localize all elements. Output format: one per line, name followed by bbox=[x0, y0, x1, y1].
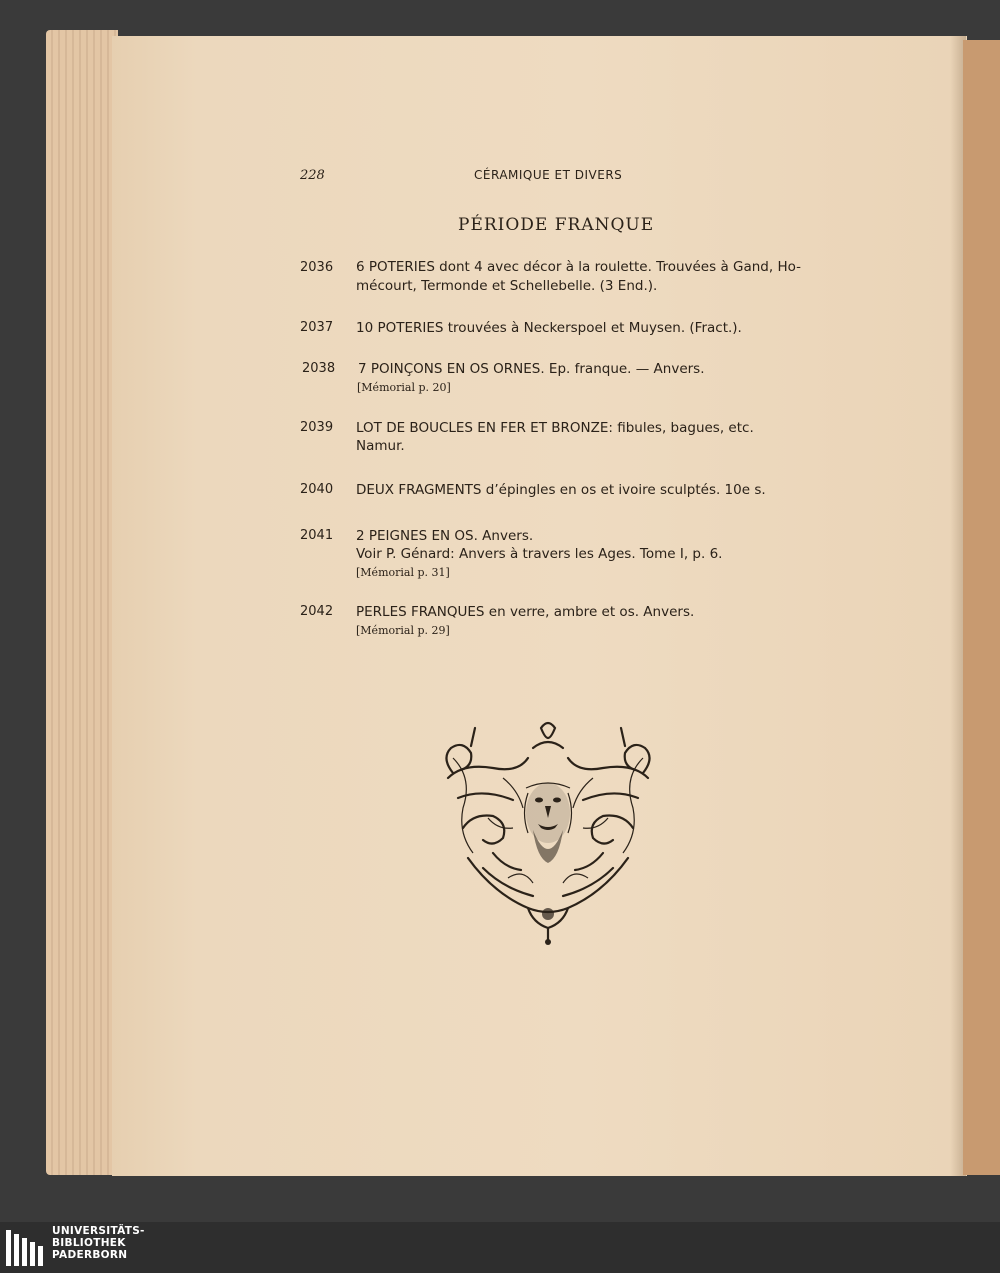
running-head: CÉRAMIQUE ET DIVERS bbox=[474, 168, 623, 182]
library-footer bbox=[0, 1222, 1000, 1273]
lot-description-line: LOT DE BOUCLES EN FER ET BRONZE: fibules, bagues, etc. bbox=[356, 420, 754, 436]
page-edges bbox=[46, 30, 118, 1175]
lot-description-line: DEUX FRAGMENTS d’épingles en os et ivoire sculptés. 10e s. bbox=[356, 482, 766, 498]
memorial-reference: [Mémorial p. 20] bbox=[357, 381, 451, 394]
facing-page-edge bbox=[963, 40, 1000, 1175]
library-name-line-1: UNIVERSITÄTS- bbox=[52, 1225, 145, 1237]
page-number: 228 bbox=[300, 168, 325, 183]
lot-description-line: mécourt, Termonde et Schellebelle. (3 End.). bbox=[356, 278, 658, 294]
lot-number: 2037 bbox=[300, 320, 334, 335]
lot-description-line: 2 PEIGNES EN OS. Anvers. bbox=[356, 528, 534, 544]
lot-description-line: 7 POINÇONS EN OS ORNES. Ep. franque. — Anvers. bbox=[358, 361, 705, 377]
lot-description-line: 10 POTERIES trouvées à Neckerspoel et Muysen. (Fract.). bbox=[356, 320, 742, 336]
lot-number: 2038 bbox=[302, 361, 336, 376]
library-name-line-3: PADERBORN bbox=[52, 1249, 128, 1261]
lot-number: 2042 bbox=[300, 604, 334, 619]
lot-description-line: PERLES FRANQUES en verre, ambre et os. Anvers. bbox=[356, 604, 695, 620]
lot-description-line: Voir P. Génard: Anvers à travers les Ages. Tome I, p. 6. bbox=[356, 546, 723, 562]
lot-number: 2040 bbox=[300, 482, 334, 497]
university-library-logo-icon bbox=[6, 1230, 46, 1266]
lot-number: 2039 bbox=[300, 420, 334, 435]
section-title: PÉRIODE FRANQUE bbox=[458, 215, 655, 235]
lot-number: 2041 bbox=[300, 528, 334, 543]
lot-description-line: Namur. bbox=[356, 438, 405, 454]
mask-ornament-vignette bbox=[433, 718, 663, 946]
library-name-line-2: BIBLIOTHEK bbox=[52, 1237, 126, 1249]
lot-description-line: 6 POTERIES dont 4 avec décor à la roulette. Trouvées à Gand, Ho- bbox=[356, 259, 801, 275]
lot-number: 2036 bbox=[300, 260, 334, 275]
memorial-reference: [Mémorial p. 29] bbox=[356, 624, 450, 637]
memorial-reference: [Mémorial p. 31] bbox=[356, 566, 450, 579]
